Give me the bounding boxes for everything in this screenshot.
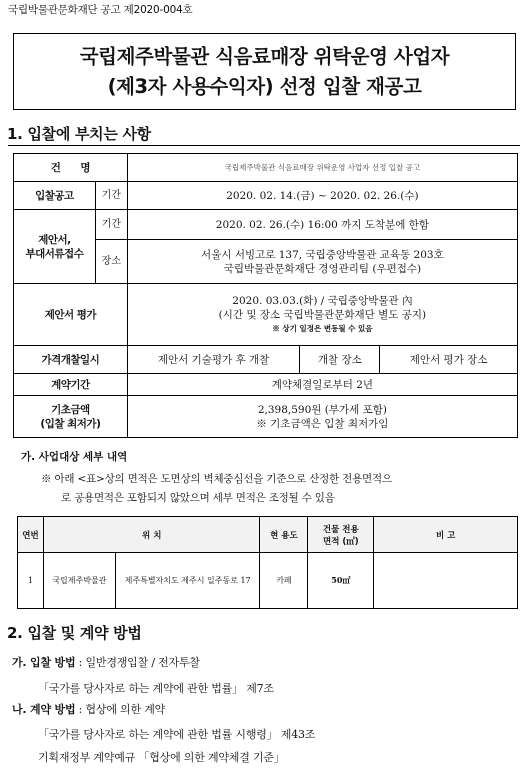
base-amount-line-1: 2,398,590원 (부가세 포함) — [257, 403, 387, 416]
bid-info-table — [13, 153, 518, 438]
detail-title: 가. 사업대상 세부 내역 — [21, 451, 128, 463]
submission-label-line-2: 부대서류접수 — [25, 247, 84, 260]
cell-museum: 국립제주박물관 — [43, 553, 115, 609]
location-table — [17, 516, 518, 609]
document-title-line-1: 국립제주박물관 식음료매장 위탁운영 사업자 — [79, 44, 450, 68]
table-row — [18, 553, 518, 609]
contract-method-rule: 기획재정부 계약예규 「협상에 의한 계약체결 기준」 — [38, 751, 285, 764]
notice-period-value: 2020. 02. 14.(금) ~ 2020. 02. 26.(수) — [127, 182, 517, 210]
base-amount-label-line-1: 기초금액 — [51, 403, 90, 416]
col-header-use: 현 용도 — [260, 517, 308, 553]
name-label: 건 명 — [14, 154, 128, 182]
cell-use: 카페 — [260, 553, 308, 609]
table-row — [14, 374, 518, 396]
table-row — [14, 182, 518, 210]
evaluation-value — [127, 284, 517, 346]
submission-period-label: 기간 — [95, 210, 127, 240]
contract-method-line — [12, 701, 165, 717]
cell-area: 50㎡ — [308, 553, 374, 609]
cell-no: 1 — [18, 553, 44, 609]
price-opening-label: 가격개찰일시 — [14, 346, 128, 374]
bid-method-law: 「국가를 당사자로 하는 계약에 관한 법률」 제7조 — [38, 682, 274, 695]
section-2-heading: 2. 입찰 및 계약 방법 — [7, 624, 142, 642]
submission-place-line-1: 서울시 서빙고로 137, 국립중앙박물관 교육동 203호 — [201, 248, 444, 261]
base-amount-value — [127, 396, 517, 438]
cell-remarks — [374, 553, 518, 609]
submission-place-value — [127, 240, 517, 284]
contract-period-label: 계약기간 — [14, 374, 128, 396]
detail-note — [41, 470, 511, 508]
col-header-location: 위 치 — [43, 517, 260, 553]
bid-method-value: : 일반경쟁입찰 / 전자투찰 — [78, 656, 200, 669]
notice-label: 입찰공고 — [14, 182, 96, 210]
contract-period-value: 계약체결일로부터 2년 — [127, 374, 517, 396]
price-opening-value: 제안서 기술평가 후 개찰 — [127, 346, 300, 374]
base-amount-line-2: ※ 기초금액은 입찰 최저가임 — [256, 417, 389, 430]
section-1-rule — [8, 145, 520, 146]
table-row — [18, 517, 518, 553]
evaluation-label: 제안서 평가 — [14, 284, 128, 346]
table-row — [14, 210, 518, 240]
col-header-area-line-1: 건물 전용 — [322, 524, 359, 535]
evaluation-line-1: 2020. 03.03.(화) / 국립중앙박물관 內 — [232, 294, 413, 307]
col-header-no: 연번 — [18, 517, 44, 553]
col-header-area — [308, 517, 374, 553]
section-1-heading: 1. 입찰에 부치는 사항 — [7, 125, 151, 143]
table-row — [14, 346, 518, 374]
detail-note-line-1: ※ 아래 <표>상의 면적은 도면상의 벽체중심선을 기준으로 산정한 전용면적으 — [41, 473, 392, 485]
submission-place-label: 장소 — [95, 240, 127, 284]
notice-period-label: 기간 — [95, 182, 127, 210]
contract-method-law: 「국가를 당사자로 하는 계약에 관한 법률 시행령」 제43조 — [38, 728, 316, 741]
submission-label-line-1: 제안서, — [38, 233, 71, 246]
base-amount-label — [14, 396, 128, 438]
cell-address: 제주특별자치도 제주시 일주동로 17 — [115, 553, 260, 609]
opening-place-value: 제안서 평가 장소 — [380, 346, 518, 374]
base-amount-label-line-2: (입찰 최저가) — [40, 417, 101, 430]
submission-place-line-2: 국립박물관문화재단 경영관리팀 (우편접수) — [223, 262, 422, 275]
contract-method-label: 나. 계약 방법 — [12, 703, 76, 716]
table-row — [14, 154, 518, 182]
evaluation-note: ※ 상기 일정은 변동될 수 있음 — [272, 323, 373, 333]
contract-method-value: : 협상에 의한 계약 — [78, 703, 166, 716]
opening-place-label: 개찰 장소 — [300, 346, 380, 374]
document-title-line-2: (제3자 사용수익자) 선정 입찰 재공고 — [107, 74, 422, 98]
bid-method-line — [12, 654, 200, 670]
evaluation-line-2: (시간 및 장소 국립박물관문화재단 별도 공지) — [218, 308, 427, 321]
detail-note-line-2: 로 공용면적은 포함되지 않았으며 세부 면적은 조정될 수 있음 — [61, 492, 335, 504]
bid-method-label: 가. 입찰 방법 — [12, 656, 76, 669]
col-header-remarks: 비 고 — [374, 517, 518, 553]
col-header-area-line-2: 면적 (㎡) — [323, 536, 359, 547]
submission-period-value: 2020. 02. 26.(수) 16:00 까지 도착분에 한함 — [127, 210, 517, 240]
document-title-box — [13, 33, 516, 110]
submission-label — [14, 210, 96, 284]
name-value: 국립제주박물관 식음료매장 위탁운영 사업자 선정 입찰 공고 — [127, 154, 517, 182]
notice-number: 국립박물관문화재단 공고 제2020-004호 — [8, 4, 193, 16]
table-row — [14, 284, 518, 346]
table-row — [14, 396, 518, 438]
